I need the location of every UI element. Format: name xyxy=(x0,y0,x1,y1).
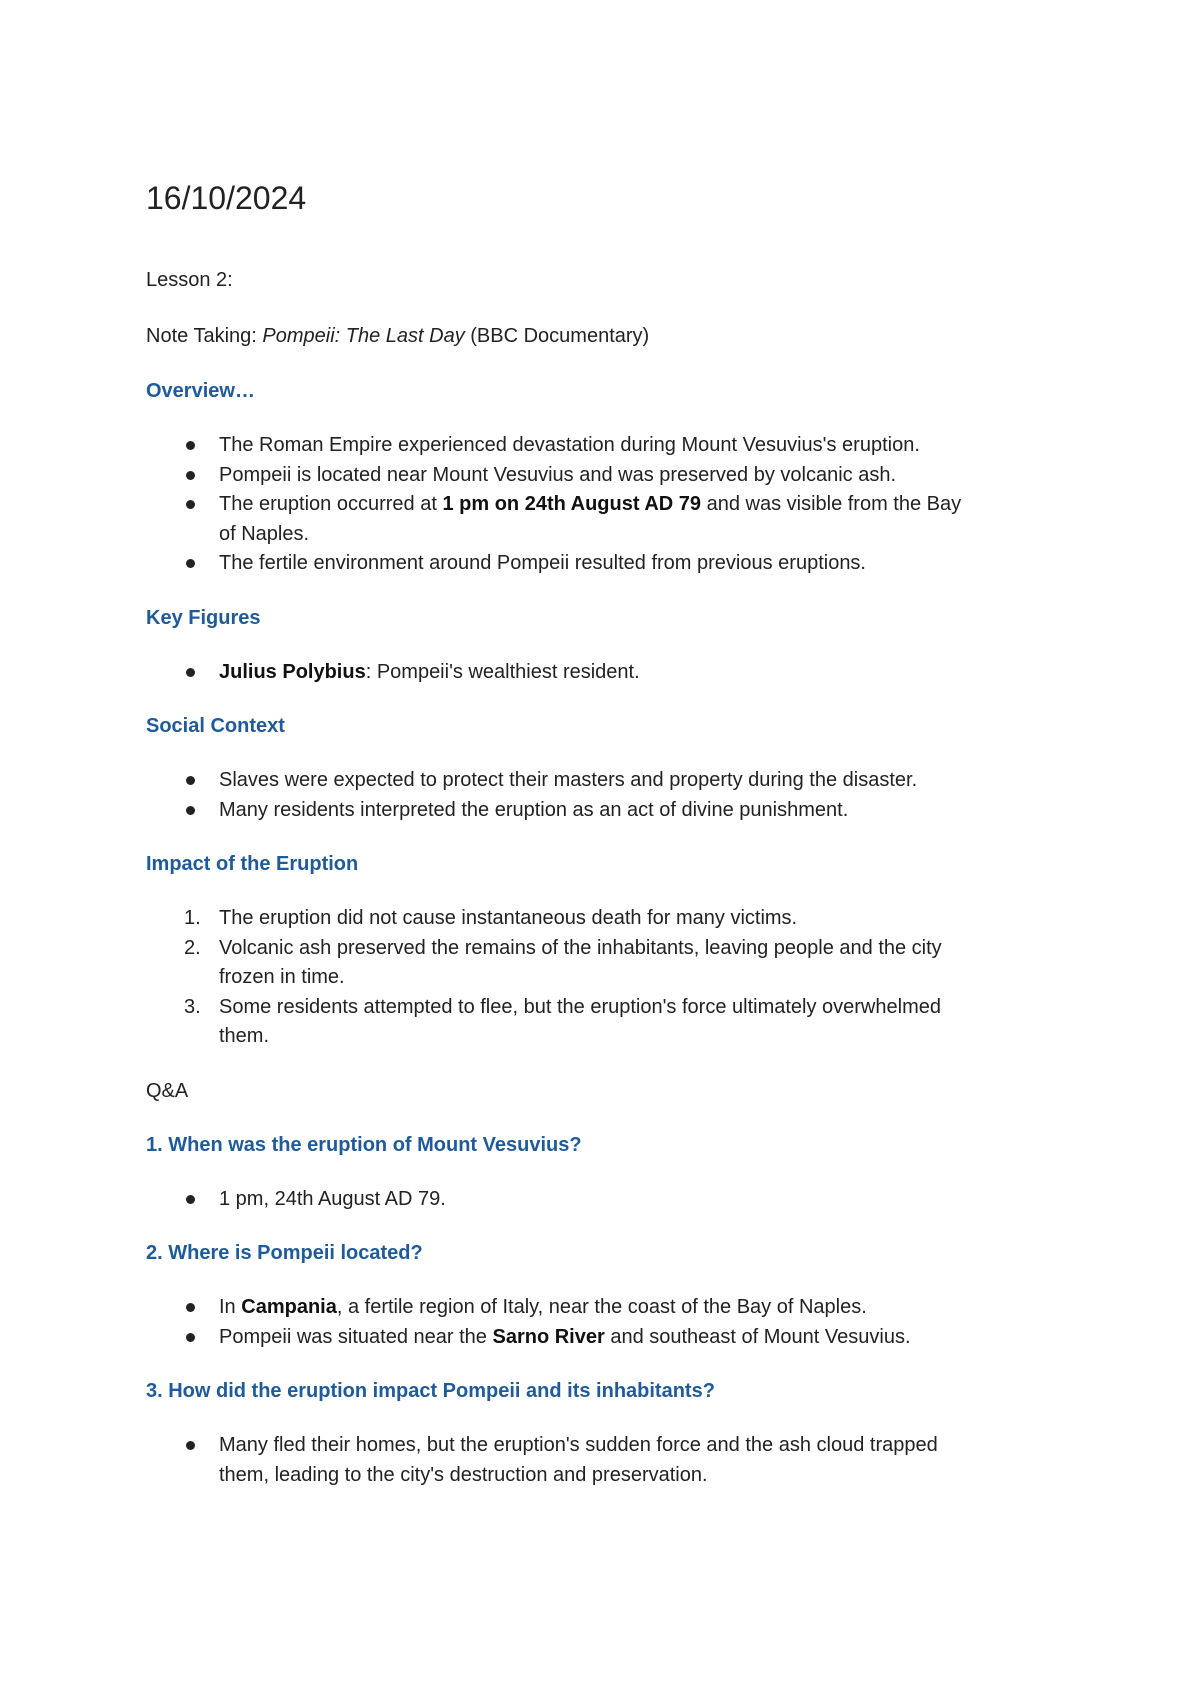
item-text-continued: them. xyxy=(219,1025,270,1047)
item-text-continued: them, leading to the city's destruction and preservation. xyxy=(219,1463,708,1486)
bullet-icon xyxy=(186,1333,195,1342)
item-text: , a fertile region of Italy, near the coast of the Bay of Naples. xyxy=(336,1296,867,1318)
question-2-heading: 2. Where is Pompeii located? xyxy=(146,1242,423,1264)
note-taking-prefix: Note Taking: xyxy=(146,325,263,347)
list-item xyxy=(146,796,1066,826)
item-text-continued: of Naples. xyxy=(219,522,310,545)
bold-text: Julius Polybius xyxy=(219,661,366,683)
question-3-answers xyxy=(146,1431,1066,1490)
item-text: The eruption occurred at xyxy=(219,493,443,515)
bold-text: Sarno River xyxy=(492,1325,605,1348)
overview-heading: Overview… xyxy=(146,380,255,402)
item-text: Some residents attempted to flee, but the eruption's force ultimately overwhelmed xyxy=(219,995,941,1018)
social-context-list xyxy=(146,766,1066,825)
item-text: The fertile environment around Pompeii resulted from previous eruptions. xyxy=(219,552,866,574)
item-text-continued: frozen in time. xyxy=(219,966,345,988)
social-context-heading: Social Context xyxy=(146,715,285,737)
bullet-icon xyxy=(186,559,195,568)
list-item xyxy=(146,766,1066,796)
bullet-icon xyxy=(186,1303,195,1312)
bullet-icon xyxy=(186,1195,195,1204)
item-text: Pompeii was situated near the xyxy=(219,1325,493,1348)
bullet-icon xyxy=(186,1441,195,1450)
item-text: Many residents interpreted the eruption as an act of divine punishment. xyxy=(219,798,849,821)
item-text: and was visible from the Bay xyxy=(701,493,962,515)
impact-heading: Impact of the Eruption xyxy=(146,853,359,875)
list-item xyxy=(146,490,1066,549)
bullet-icon xyxy=(186,500,195,509)
qa-label: Q&A xyxy=(146,1080,189,1102)
item-text: The Roman Empire experienced devastation during Mount Vesuvius's eruption. xyxy=(219,434,920,456)
list-item xyxy=(146,431,1066,461)
list-number: 2. xyxy=(184,936,201,959)
bullet-icon xyxy=(186,441,195,450)
date-heading: 16/10/2024 xyxy=(146,180,307,216)
list-item xyxy=(146,904,1066,934)
bullet-icon xyxy=(186,806,195,815)
list-number: 3. xyxy=(184,995,201,1018)
question-1-heading: 1. When was the eruption of Mount Vesuvius? xyxy=(146,1134,582,1156)
bullet-icon xyxy=(186,776,195,785)
lesson-label: Lesson 2: xyxy=(146,269,233,291)
bold-text: Campania xyxy=(241,1296,337,1318)
list-item xyxy=(146,461,1066,491)
bold-text: 1 pm on 24th August AD 79 xyxy=(442,493,702,515)
documentary-title: Pompeii: The Last Day xyxy=(262,325,465,347)
key-figures-list xyxy=(146,658,1066,688)
item-text: : Pompeii's wealthiest resident. xyxy=(365,661,640,683)
item-text: The eruption did not cause instantaneous death for many victims. xyxy=(219,907,798,929)
list-item xyxy=(146,1185,1066,1215)
item-text: In xyxy=(219,1296,242,1318)
question-2-answers xyxy=(146,1293,1066,1352)
list-item xyxy=(146,1293,1066,1323)
list-item xyxy=(146,658,1066,688)
item-text: Volcanic ash preserved the remains of the inhabitants, leaving people and the city xyxy=(219,936,942,959)
item-text: Slaves were expected to protect their masters and property during the disaster. xyxy=(219,769,918,791)
list-item xyxy=(146,549,1066,579)
note-taking-line xyxy=(146,322,649,351)
note-taking-suffix: (BBC Documentary) xyxy=(464,325,650,347)
question-3-heading: 3. How did the eruption impact Pompeii and its inhabitants? xyxy=(146,1380,715,1402)
list-item xyxy=(146,993,1066,1052)
item-text: Many fled their homes, but the eruption's sudden force and the ash cloud trapped xyxy=(219,1434,938,1456)
item-text: 1 pm, 24th August AD 79. xyxy=(219,1188,446,1210)
item-text: Pompeii is located near Mount Vesuvius and was preserved by volcanic ash. xyxy=(219,463,897,486)
impact-list xyxy=(146,904,1066,1052)
bullet-icon xyxy=(186,471,195,480)
key-figures-heading: Key Figures xyxy=(146,607,261,629)
overview-list xyxy=(146,431,1066,579)
list-item xyxy=(146,1431,1066,1490)
list-item xyxy=(146,1323,1066,1353)
item-text: and southeast of Mount Vesuvius. xyxy=(604,1325,911,1348)
question-1-answers xyxy=(146,1185,1066,1215)
bullet-icon xyxy=(186,668,195,677)
list-number: 1. xyxy=(184,907,201,929)
list-item xyxy=(146,934,1066,993)
